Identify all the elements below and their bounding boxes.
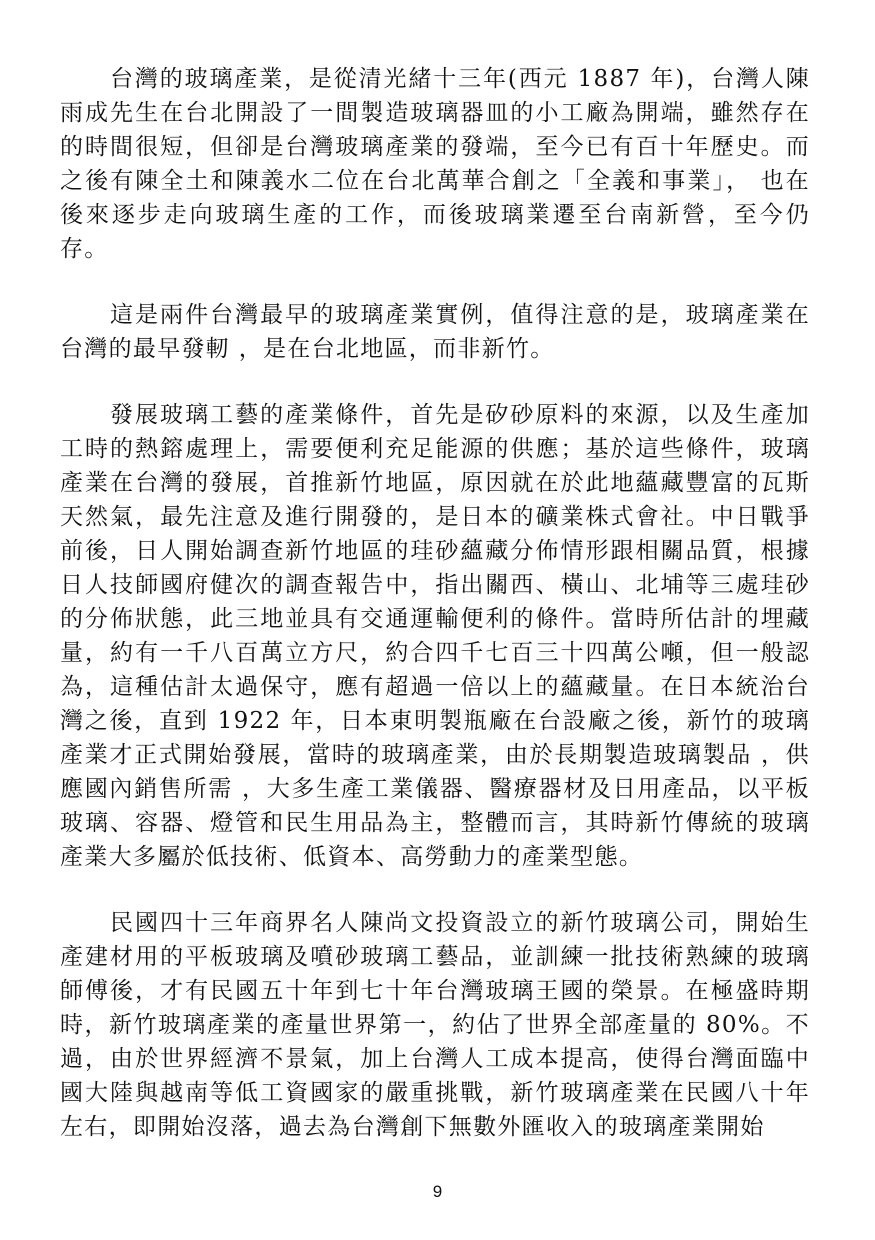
body-text [60, 62, 810, 1176]
paragraph-4: 民國四十三年商界名人陳尚文投資設立的新竹玻璃公司，開始生產建材用的平板玻璃及噴砂玻璃工藝品，並訓練一批技術熟練的玻璃師傅後，才有民國五十年到七十年台灣玻璃王國的榮景。在極盛時期時，新竹玻璃產業的產量世界第一，約佔了世界全部產量的 80%。不過，由於世界經濟不景氣，加上台灣人工成本提高，使得台灣面臨中國大陸與越南等低工資國家的嚴重挑戰，新竹玻璃產業在民國八十年左右，即開始沒落，過去為台灣創下無數外匯收入的玻璃產業開始 [60, 910, 810, 1140]
page-number: 9 [432, 1182, 443, 1201]
paragraph-1: 台灣的玻璃產業，是從清光緒十三年(西元 1887 年)，台灣人陳雨成先生在台北開設了一間製造玻璃器皿的小工廠為開端，雖然存在的時間很短，但卻是台灣玻璃產業的發端，至今已有百十年歷史。而之後有陳全土和陳義水二位在台北萬華合創之「全義和事業」， 也在後來逐步走向玻璃生產的工作，而後玻璃業遷至台南新營，至今仍存。 [60, 66, 810, 262]
paragraph-2: 這是兩件台灣最早的玻璃產業實例，值得注意的是，玻璃產業在台灣的最早發軔 ，是在台北地區，而非新竹。 [60, 302, 810, 362]
paragraph-3: 發展玻璃工藝的產業條件，首先是矽砂原料的來源，以及生產加工時的熱鎔處理上，需要便利充足能源的供應；基於這些條件，玻璃產業在台灣的發展，首推新竹地區，原因就在於此地蘊藏豐富的瓦斯天然氣，最先注意及進行開發的，是日本的礦業株式會社。中日戰爭前後，日人開始調查新竹地區的珪砂蘊藏分佈情形跟相關品質，根據日人技師國府健次的調查報告中，指出關西、橫山、北埔等三處珪砂的分佈狀態，此三地並具有交通運輸便利的條件。當時所估計的埋藏量，約有一千八百萬立方尺，約合四千七百三十四萬公噸，但一般認為，這種估計太過保守，應有超過一倍以上的蘊藏量。在日本統治台灣之後，直到 1922 年，日本東明製瓶廠在台設廠之後，新竹的玻璃產業才正式開始發展，當時的玻璃產業，由於長期製造玻璃製品 ，供應國內銷售所需 ，大多生產工業儀器、醫療器材及日用產品，以平板玻璃、容器、燈管和民生用品為主，整體而言，其時新竹傳統的玻璃產業大多屬於低技術、低資本、高勞動力的產業型態。 [60, 402, 810, 870]
